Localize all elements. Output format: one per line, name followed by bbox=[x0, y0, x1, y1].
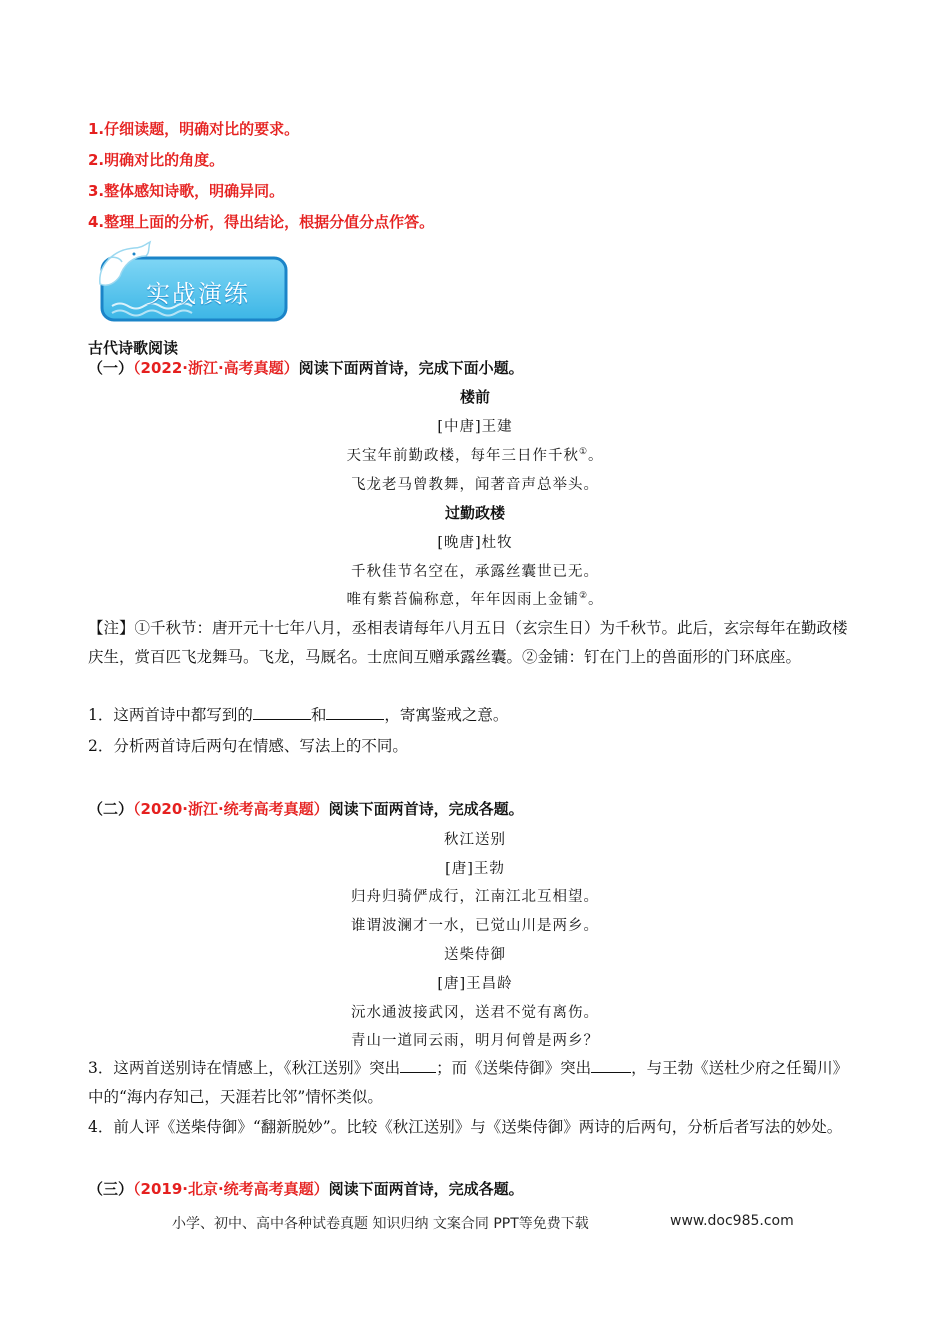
part2-instruction: 阅读下面两首诗，完成各题。 bbox=[328, 800, 524, 818]
poem3-line1: 归舟归骑俨成行，江南江北互相望。 bbox=[351, 889, 599, 905]
part2-source: （2020·浙江·统考高考真题） bbox=[133, 800, 329, 818]
poem2-author: [晚唐]杜牧 bbox=[437, 535, 513, 551]
step-1: 1.仔细读题，明确对比的要求。 bbox=[88, 120, 300, 138]
poem4-line2: 青山一道同云雨，明月何曾是两乡？ bbox=[351, 1033, 599, 1049]
question-1: 1．这两首诗中都写到的 和 ，寄寓鉴戒之意。 bbox=[88, 701, 858, 730]
part1-source: （2022·浙江·高考真题） bbox=[133, 359, 299, 377]
poem3-author: [唐]王勃 bbox=[445, 861, 505, 877]
footer-url[interactable]: www.doc985.com bbox=[670, 1213, 794, 1229]
step-3: 3.整体感知诗歌，明确异同。 bbox=[88, 182, 285, 200]
banner-label: 实战演练 bbox=[146, 280, 250, 308]
step-2: 2.明确对比的角度。 bbox=[88, 151, 225, 169]
answer-blank-4[interactable] bbox=[591, 1057, 631, 1074]
question-2: 2．分析两首诗后两句在情感、写法上的不同。 bbox=[88, 737, 408, 755]
note-mark-2: ② bbox=[578, 591, 589, 602]
part2-number: （二） bbox=[88, 800, 134, 818]
question-3: 3．这两首送别诗在情感上，《秋江送别》突出 ；而《送柴侍御》突出 ，与王勃《送杜少府之任蜀川》中的“海内存知己，天涯若比邻”情怀类似。 bbox=[88, 1054, 858, 1112]
step-4: 4.整理上面的分析，得出结论，根据分值分点作答。 bbox=[88, 213, 435, 231]
section-heading: 古代诗歌阅读 bbox=[88, 339, 179, 357]
footer-text: 小学、初中、高中各种试卷真题 知识归纳 文案合同 PPT等免费下载 bbox=[172, 1216, 589, 1232]
poem4-line1: 沅水通波接武冈，送君不觉有离伤。 bbox=[351, 1005, 599, 1021]
question-4: 4．前人评《送柴侍御》“翻新脱妙”。比较《秋江送别》与《送柴侍御》两诗的后两句，分析后者写法的妙处。 bbox=[88, 1118, 843, 1136]
part2-header bbox=[88, 798, 524, 819]
part3-instruction: 阅读下面两首诗，完成各题。 bbox=[328, 1180, 524, 1198]
poem1-title: 楼前 bbox=[459, 388, 490, 406]
part1-number: （一） bbox=[88, 359, 134, 377]
poem2-line1: 千秋佳节名空在，承露丝囊世已无。 bbox=[351, 564, 599, 580]
answer-blank-2[interactable] bbox=[326, 704, 384, 721]
poem4-author: [唐]王昌龄 bbox=[437, 976, 513, 992]
poem1-line2: 飞龙老马曾教舞，闻著音声总举头。 bbox=[351, 477, 599, 493]
answer-blank-1[interactable] bbox=[253, 704, 311, 721]
part1-header bbox=[88, 357, 524, 378]
poem3-line2: 谁谓波澜才一水，已觉山川是两乡。 bbox=[351, 918, 599, 934]
poem1-line1: 天宝年前勤政楼，每年三日作千秋①。 bbox=[346, 447, 604, 464]
part3-source: （2019·北京·统考高考真题） bbox=[133, 1180, 329, 1198]
note-mark-1: ① bbox=[578, 447, 589, 458]
poem4-title: 送柴侍御 bbox=[444, 947, 506, 963]
part3-header bbox=[88, 1178, 524, 1199]
poem3-title: 秋江送别 bbox=[444, 832, 506, 848]
practice-banner bbox=[94, 240, 294, 324]
poem2-title: 过勤政楼 bbox=[444, 504, 505, 522]
answer-blank-3[interactable] bbox=[400, 1057, 436, 1074]
poem1-author: [中唐]王建 bbox=[437, 419, 513, 435]
poem2-line2: 唯有紫苔偏称意，年年因雨上金铺②。 bbox=[346, 591, 604, 608]
annotation-note: 【注】①千秋节：唐开元十七年八月，丞相表请每年八月五日（玄宗生日）为千秋节。此后，玄宗每年在勤政楼庆生，赏百匹飞龙舞马。飞龙，马厩名。士庶间互赠承露丝囊。②金铺：钉在门上的兽面形的门环底座。 bbox=[88, 619, 848, 666]
part1-instruction: 阅读下面两首诗，完成下面小题。 bbox=[298, 359, 524, 377]
part3-number: （三） bbox=[88, 1180, 134, 1198]
